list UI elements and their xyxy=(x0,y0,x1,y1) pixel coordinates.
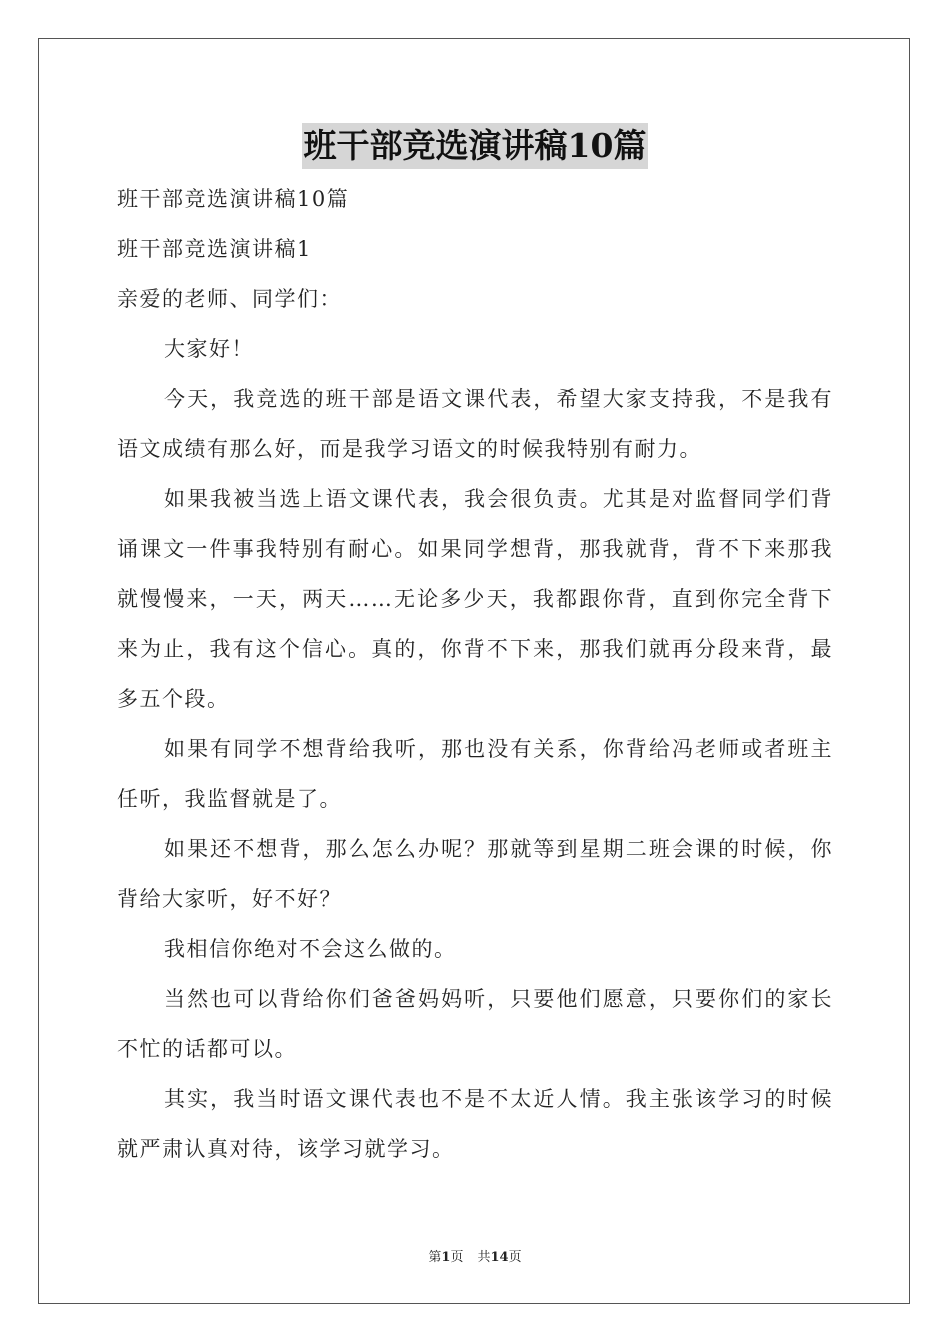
paragraph: 如果有同学不想背给我听，那也没有关系，你背给冯老师或者班主任听，我监督就是了。 xyxy=(117,737,833,811)
paragraph: 今天，我竞选的班干部是语文课代表，希望大家支持我，不是我有语文成绩有那么好，而是我学习语文的时候我特别有耐力。 xyxy=(117,387,833,461)
total-prefix: 共 xyxy=(477,1250,491,1265)
paragraph: 大家好！ xyxy=(164,337,254,361)
document-body xyxy=(117,174,833,1174)
page-footer xyxy=(0,1246,950,1265)
paragraph: 我相信你绝对不会这么做的。 xyxy=(164,937,457,961)
page-number: 1 xyxy=(441,1250,451,1265)
page-suffix: 页 xyxy=(450,1250,464,1265)
page-prefix: 第 xyxy=(428,1250,442,1265)
total-suffix: 页 xyxy=(508,1250,522,1265)
total-pages: 14 xyxy=(490,1250,509,1265)
document-title: 班干部竞选演讲稿10篇 xyxy=(302,123,649,169)
paragraph: 如果我被当选上语文课代表，我会很负责。尤其是对监督同学们背诵课文一件事我特别有耐心。如果同学想背，那我就背，背不下来那我就慢慢来，一天，两天……无论多少天，我都跟你背，直到你完全背下来为止，我有这个信心。真的，你背不下来，那我们就再分段来背，最多五个段。 xyxy=(117,487,833,711)
title-container xyxy=(0,123,950,169)
paragraph: 班干部竞选演讲稿1 xyxy=(117,237,312,261)
paragraph: 如果还不想背，那么怎么办呢？那就等到星期二班会课的时候，你背给大家听，好不好？ xyxy=(117,837,833,911)
paragraph: 其实，我当时语文课代表也不是不太近人情。我主张该学习的时候就严肃认真对待，该学习就学习。 xyxy=(117,1087,833,1161)
paragraph: 班干部竞选演讲稿10篇 xyxy=(117,187,350,211)
paragraph: 当然也可以背给你们爸爸妈妈听，只要他们愿意，只要你们的家长不忙的话都可以。 xyxy=(117,987,833,1061)
paragraph: 亲爱的老师、同学们： xyxy=(117,287,342,311)
